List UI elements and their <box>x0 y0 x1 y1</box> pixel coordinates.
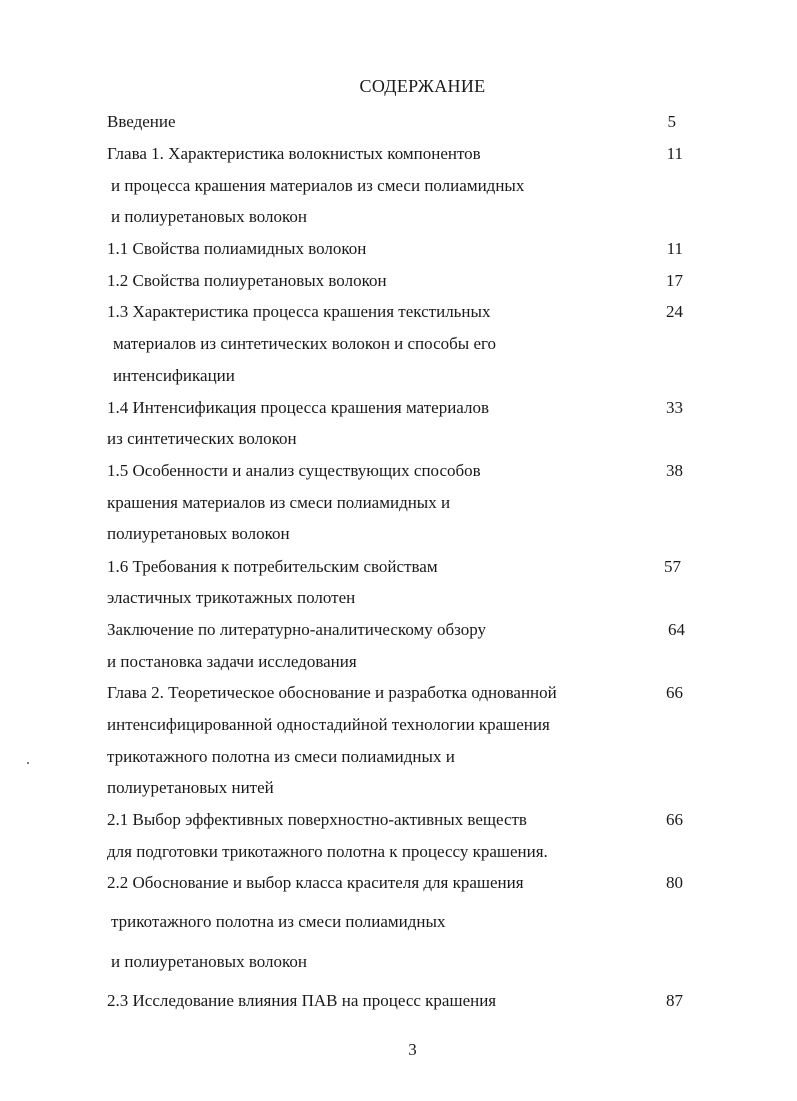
toc-entry-line: трикотажного полотна из смеси полиамидных <box>111 912 446 931</box>
toc-entry-page: 5 <box>667 112 676 131</box>
toc-entry-line: 1.1 Свойства полиамидных волокон <box>107 239 367 258</box>
toc-entry-line: 1.6 Требования к потребительским свойствам <box>107 557 438 576</box>
toc-entry-page: 80 <box>666 873 683 892</box>
toc-entry-line: 1.5 Особенности и анализ существующих способов <box>107 461 481 480</box>
toc-entry-page: 33 <box>666 398 683 417</box>
toc-entry-line: Заключение по литературно-аналитическому обзору <box>107 620 487 639</box>
toc-entry-line: материалов из синтетических волокон и способы его <box>113 334 497 353</box>
toc-entry-line: Введение <box>107 112 176 131</box>
toc-entry-line: эластичных трикотажных полотен <box>107 588 356 607</box>
toc-entry-line: из синтетических волокон <box>107 429 297 448</box>
toc-entry-page: 11 <box>666 239 683 258</box>
toc-entry-line: 1.2 Свойства полиуретановых волокон <box>107 271 387 290</box>
toc-entry-line: крашения материалов из смеси полиамидных и <box>107 493 451 512</box>
toc-entry-line: и процесса крашения материалов из смеси полиамидных <box>111 176 525 195</box>
toc-entry-line: интенсификации <box>113 366 235 385</box>
toc-entry-line: и полиуретановых волокон <box>111 952 307 971</box>
toc-entry-page: 87 <box>666 991 683 1010</box>
toc-entry-line: и полиуретановых волокон <box>111 207 307 226</box>
toc-entry-page: 38 <box>666 461 683 480</box>
toc-entry-page: 11 <box>666 144 683 163</box>
toc-entry-line: 2.3 Исследование влияния ПАВ на процесс крашения <box>107 991 497 1010</box>
toc-entry-line: полиуретановых нитей <box>107 778 274 797</box>
page-title: СОДЕРЖАНИЕ <box>359 76 486 96</box>
toc-entry-line: интенсифицированной одностадийной технологии крашения <box>107 715 550 734</box>
toc-entry-line: Глава 1. Характеристика волокнистых компонентов <box>107 144 481 163</box>
toc-entry-line: 2.1 Выбор эффективных поверхностно-активных веществ <box>107 810 527 829</box>
toc-entry-line: полиуретановых волокон <box>107 524 290 543</box>
toc-entry-line: 2.2 Обоснование и выбор класса красителя для крашения <box>107 873 524 892</box>
scan-speck <box>27 762 29 764</box>
toc-entry-line: Глава 2. Теоретическое обоснование и разработка однованной <box>107 683 557 702</box>
toc-entry-page: 57 <box>664 557 681 576</box>
toc-entry-page: 66 <box>666 810 683 829</box>
toc-entry-line: 1.3 Характеристика процесса крашения текстильных <box>107 302 491 321</box>
toc-entry-page: 17 <box>666 271 683 290</box>
toc-entry-page: 66 <box>666 683 683 702</box>
page-number: 3 <box>408 1040 417 1059</box>
toc-entry-page: 24 <box>666 302 683 321</box>
toc-entry-line: трикотажного полотна из смеси полиамидных и <box>107 747 455 766</box>
toc-entry-page: 64 <box>668 620 685 639</box>
toc-entry-line: и постановка задачи исследования <box>107 652 357 671</box>
toc-entry-line: 1.4 Интенсификация процесса крашения материалов <box>107 398 490 417</box>
toc-entry-line: для подготовки трикотажного полотна к процессу крашения. <box>107 842 548 861</box>
